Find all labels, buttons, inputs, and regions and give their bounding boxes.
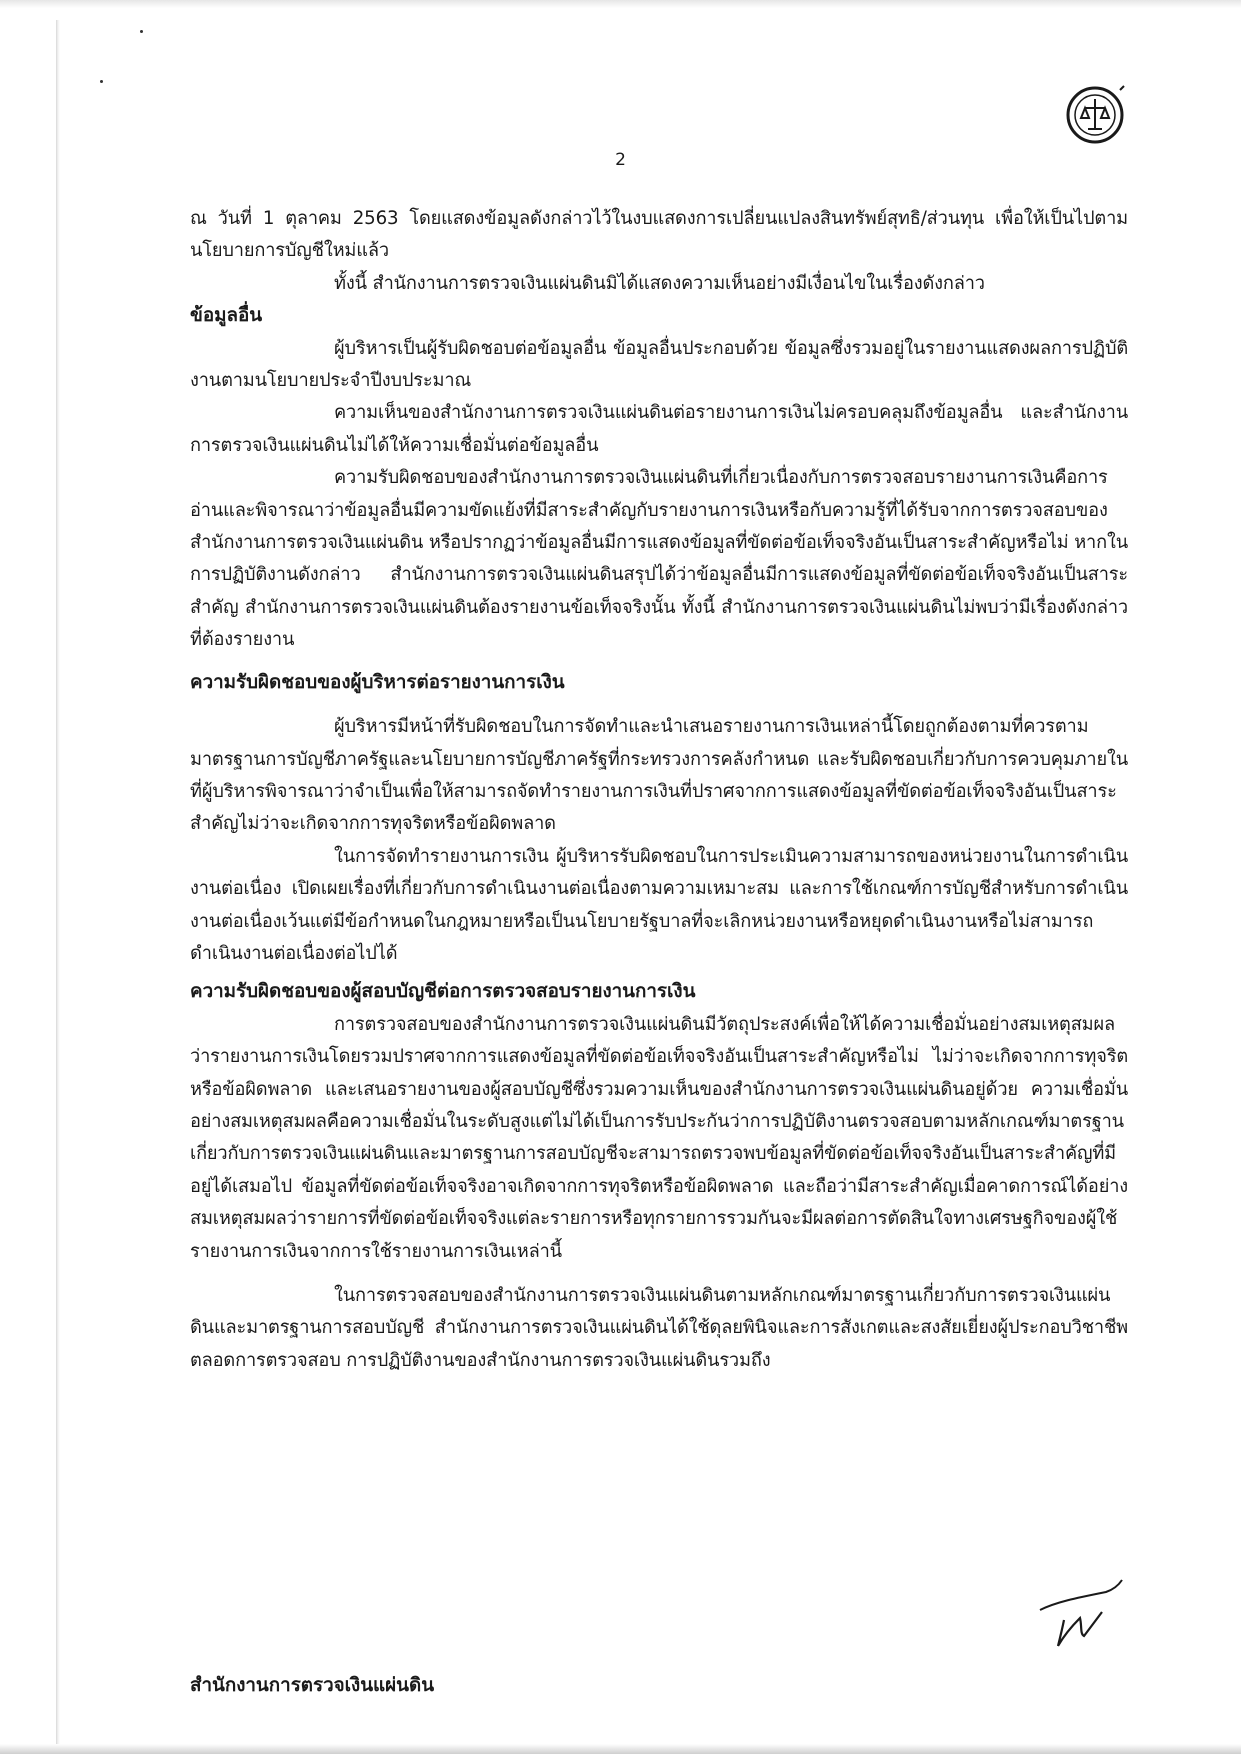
footer-office-name: สำนักงานการตรวจเงินแผ่นดิน bbox=[190, 1675, 435, 1696]
scan-speck bbox=[100, 80, 103, 83]
handwritten-initials-icon bbox=[1036, 1562, 1126, 1648]
scan-speck bbox=[140, 30, 143, 33]
scan-bottom-shadow bbox=[0, 1744, 1241, 1754]
paragraph: ความรับผิดชอบของสำนักงานการตรวจเงินแผ่นดินที่เกี่ยวเนื่องกับการตรวจสอบรายงานการเงินคือการอ่านและพิจารณาว่าข้อมูลอื่นมีความขัดแย้งที่มีสาระสำคัญกับรายงานการเงินหรือกับความรู้ที่ได้รับจากการตรวจสอบของสำนักงานการตรวจเงินแผ่นดิน หรือปรากฏว่าข้อมูลอื่นมีการแสดงข้อมูลที่ขัดต่อข้อเท็จจริงอันเป็นสาระสำคัญหรือไม่ หากในการปฏิบัติงานดังกล่าว สำนักงานการตรวจเงินแผ่นดินสรุปได้ว่าข้อมูลอื่นมีการแสดงข้อมูลที่ขัดต่อข้อเท็จจริงอันเป็นสาระสำคัญ สำนักงานการตรวจเงินแผ่นดินต้องรายงานข้อเท็จจริงนั้น ทั้งนี้ สำนักงานการตรวจเงินแผ่นดินไม่พบว่ามีเรื่องดังกล่าวที่ต้องรายงาน bbox=[190, 467, 1128, 651]
office-seal-icon bbox=[1064, 84, 1126, 146]
scan-left-edge bbox=[56, 20, 60, 1754]
scan-top-shadow bbox=[0, 0, 1241, 8]
paragraph: ทั้งนี้ สำนักงานการตรวจเงินแผ่นดินมิได้แสดงความเห็นอย่างมีเงื่อนไขในเรื่องดังกล่าว bbox=[334, 272, 985, 294]
document-body bbox=[190, 203, 1128, 1377]
paragraph: ในการตรวจสอบของสำนักงานการตรวจเงินแผ่นดินตามหลักเกณฑ์มาตรฐานเกี่ยวกับการตรวจเงินแผ่นดินและมาตรฐานการสอบบัญชี สำนักงานการตรวจเงินแผ่นดินได้ใช้ดุลยพินิจและการสังเกตและสงสัยเยี่ยงผู้ประกอบวิชาชีพตลอดการตรวจสอบ การปฏิบัติงานของสำนักงานการตรวจเงินแผ่นดินรวมถึง bbox=[190, 1285, 1128, 1371]
paragraph: ผู้บริหารเป็นผู้รับผิดชอบต่อข้อมูลอื่น ข้อมูลอื่นประกอบด้วย ข้อมูลซึ่งรวมอยู่ในรายงานแสดงผลการปฏิบัติงานตามนโยบายประจำปีงบประมาณ bbox=[190, 337, 1128, 392]
paragraph: การตรวจสอบของสำนักงานการตรวจเงินแผ่นดินมีวัตถุประสงค์เพื่อให้ได้ความเชื่อมั่นอย่างสมเหตุสมผลว่ารายงานการเงินโดยรวมปราศจากการแสดงข้อมูลที่ขัดต่อข้อเท็จจริงอันเป็นสาระสำคัญหรือไม่ ไม่ว่าจะเกิดจากการทุจริตหรือข้อผิดพลาด และเสนอรายงานของผู้สอบบัญชีซึ่งรวมความเห็นของสำนักงานการตรวจเงินแผ่นดินอยู่ด้วย ความเชื่อมั่นอย่างสมเหตุสมผลคือความเชื่อมั่นในระดับสูงแต่ไม่ได้เป็นการรับประกันว่าการปฏิบัติงานตรวจสอบตามหลักเกณฑ์มาตรฐานเกี่ยวกับการตรวจเงินแผ่นดินและมาตรฐานการสอบบัญชีจะสามารถตรวจพบข้อมูลที่ขัดต่อข้อเท็จจริงอันเป็นสาระสำคัญที่มีอยู่ได้เสมอไป ข้อมูลที่ขัดต่อข้อเท็จจริงอาจเกิดจากการทุจริตหรือข้อผิดพลาด และถือว่ามีสาระสำคัญเมื่อคาดการณ์ได้อย่างสมเหตุสมผลว่ารายการที่ขัดต่อข้อเท็จจริงแต่ละรายการหรือทุกรายการรวมกันจะมีผลต่อการตัดสินใจทางเศรษฐกิจของผู้ใช้รายงานการเงินจากการใช้รายงานการเงินเหล่านี้ bbox=[190, 1013, 1128, 1262]
paragraph: ในการจัดทำรายงานการเงิน ผู้บริหารรับผิดชอบในการประเมินความสามารถของหน่วยงานในการดำเนินงานต่อเนื่อง เปิดเผยเรื่องที่เกี่ยวกับการดำเนินงานต่อเนื่องตามความเหมาะสม และการใช้เกณฑ์การบัญชีสำหรับการดำเนินงานต่อเนื่องเว้นแต่มีข้อกำหนดในกฎหมายหรือเป็นนโยบายรัฐบาลที่จะเลิกหน่วยงานหรือหยุดดำเนินงานหรือไม่สามารถดำเนินงานต่อเนื่องต่อไปได้ bbox=[190, 845, 1128, 964]
paragraph: ณ วันที่ 1 ตุลาคม 2563 โดยแสดงข้อมูลดังกล่าวไว้ในงบแสดงการเปลี่ยนแปลงสินทรัพย์สุทธิ/ส่วนทุน เพื่อให้เป็นไปตามนโยบายการบัญชีใหม่แล้ว bbox=[190, 208, 1128, 262]
section-heading-other-info: ข้อมูลอื่น bbox=[190, 305, 263, 327]
paragraph: ความเห็นของสำนักงานการตรวจเงินแผ่นดินต่อรายงานการเงินไม่ครอบคลุมถึงข้อมูลอื่น และสำนักงานการตรวจเงินแผ่นดินไม่ได้ให้ความเชื่อมั่นต่อข้อมูลอื่น bbox=[190, 402, 1128, 456]
section-heading-management-responsibility: ความรับผิดชอบของผู้บริหารต่อรายงานการเงิน bbox=[190, 671, 565, 693]
page-number: 2 bbox=[615, 150, 626, 170]
section-heading-auditor-responsibility: ความรับผิดชอบของผู้สอบบัญชีต่อการตรวจสอบรายงานการเงิน bbox=[190, 981, 696, 1003]
paragraph: ผู้บริหารมีหน้าที่รับผิดชอบในการจัดทำและนำเสนอรายงานการเงินเหล่านี้โดยถูกต้องตามที่ควรตามมาตรฐานการบัญชีภาครัฐและนโยบายการบัญชีภาครัฐที่กระทรวงการคลังกำหนด และรับผิดชอบเกี่ยวกับการควบคุมภายในที่ผู้บริหารพิจารณาว่าจำเป็นเพื่อให้สามารถจัดทำรายงานการเงินที่ปราศจากการแสดงข้อมูลที่ขัดต่อข้อเท็จจริงอันเป็นสาระสำคัญไม่ว่าจะเกิดจากการทุจริตหรือข้อผิดพลาด bbox=[190, 716, 1128, 835]
